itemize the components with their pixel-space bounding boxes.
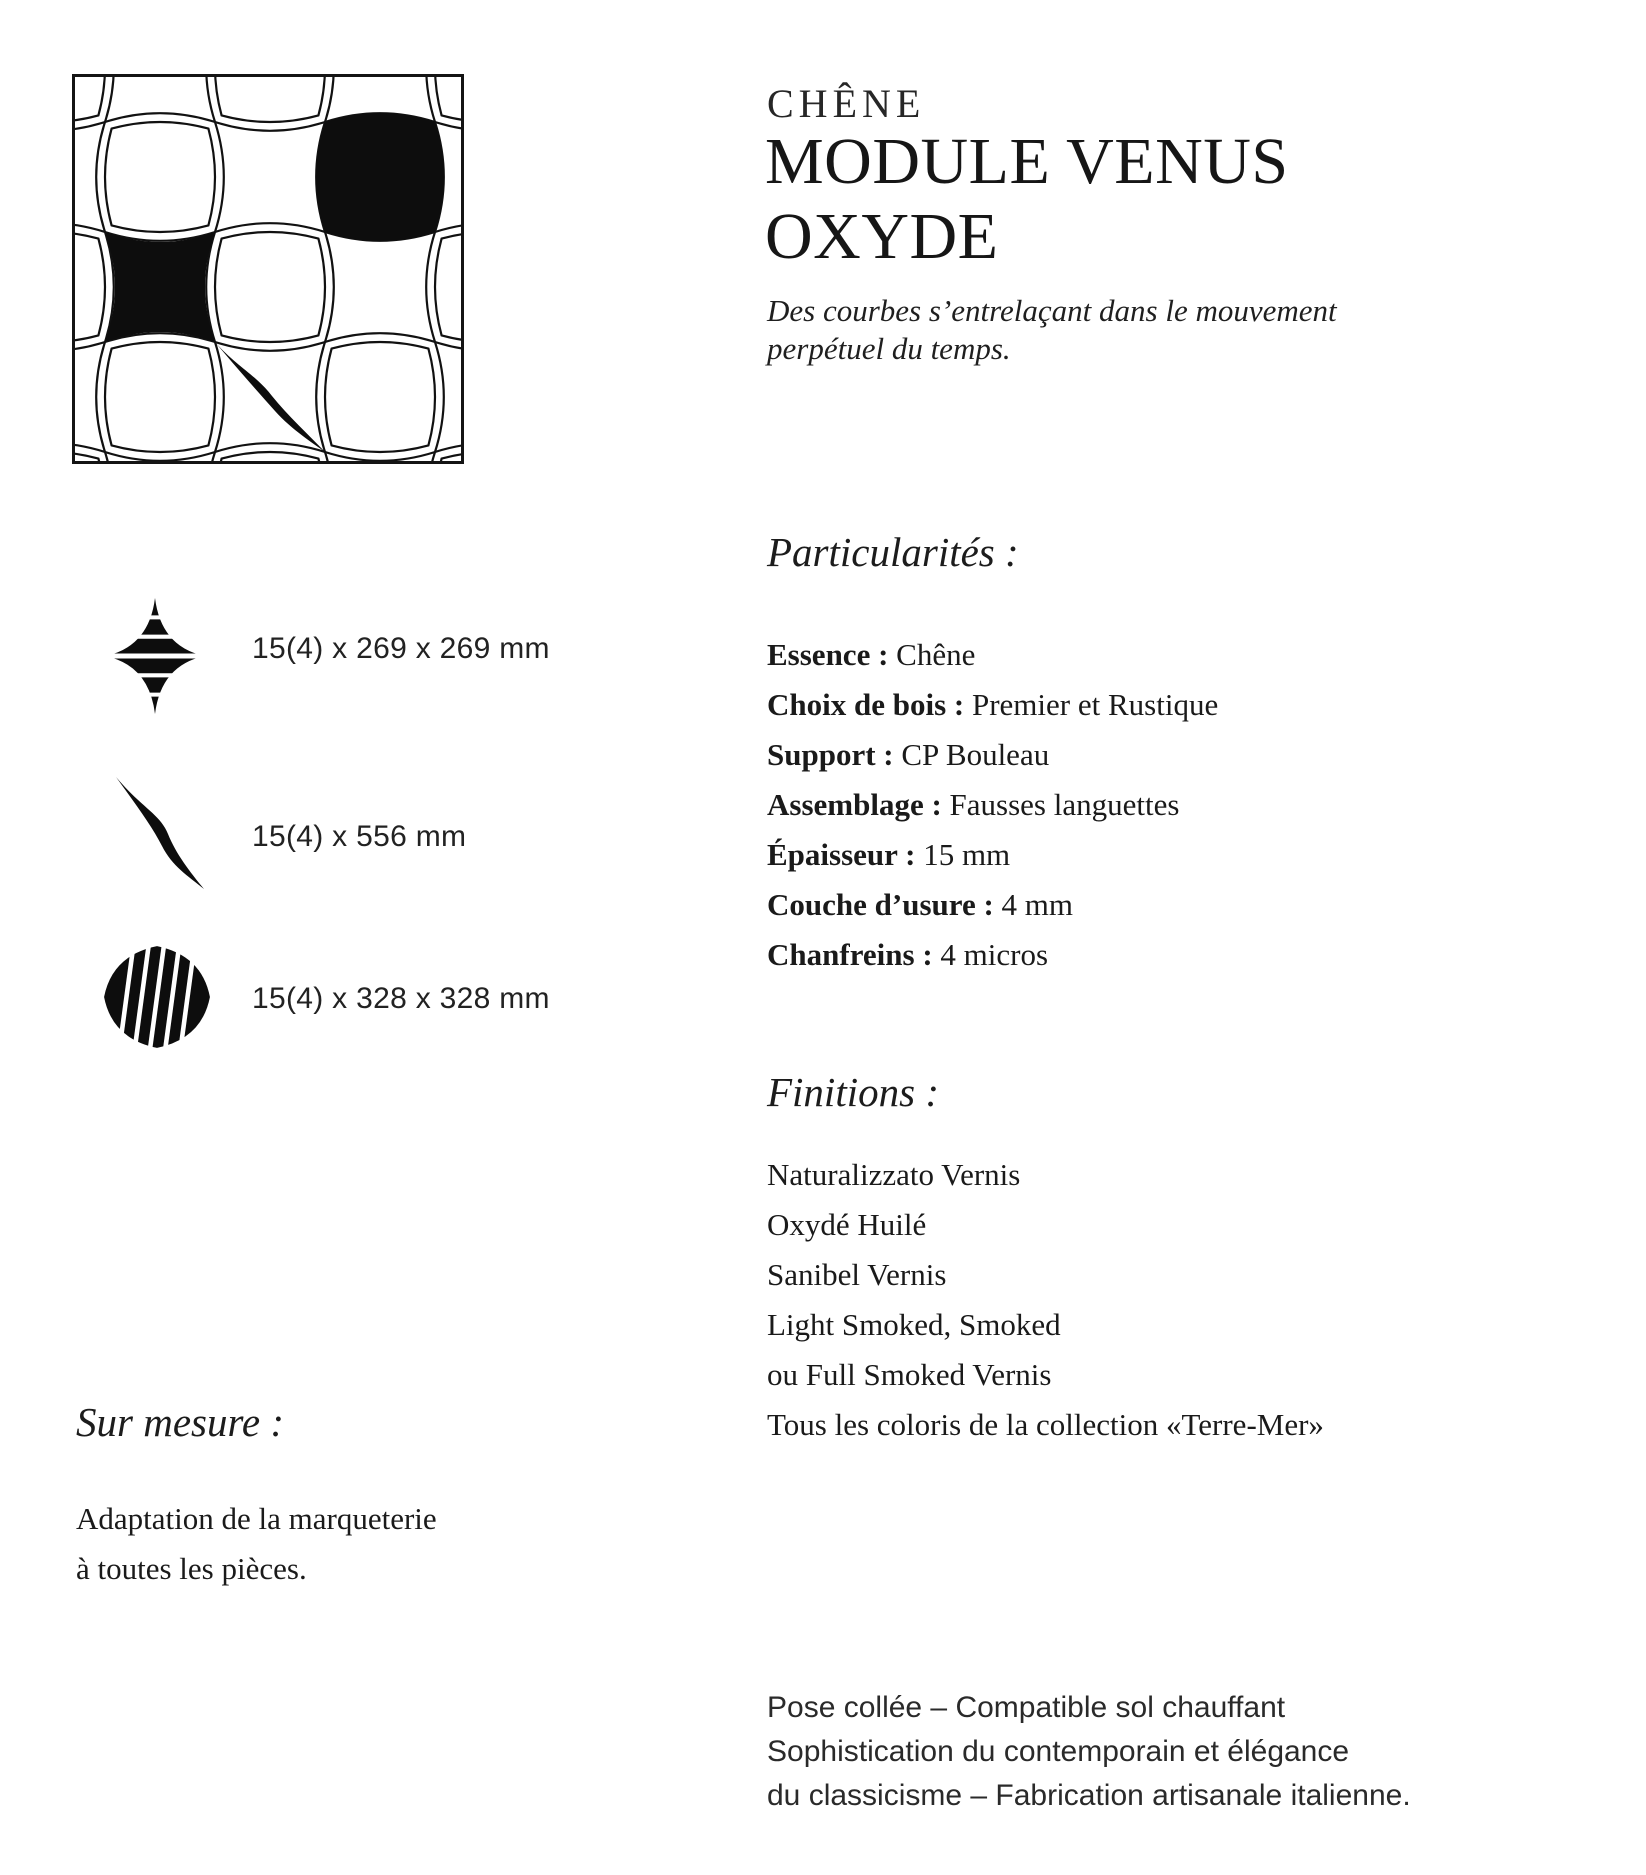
finition-item: Oxydé Huilé: [767, 1207, 927, 1242]
curved-blade-icon: [106, 774, 210, 892]
spec-row-assemblage: [767, 780, 1218, 830]
spec-label: Chanfreins :: [767, 937, 933, 972]
footer-line: du classicisme – Fabrication artisanale italienne.: [767, 1779, 1411, 1812]
finitions-list: [767, 1150, 1324, 1450]
spec-value: Premier et Rustique: [971, 687, 1219, 722]
product-tagline: [767, 292, 1337, 368]
spec-label: Support :: [767, 737, 894, 772]
page-title: [765, 124, 1289, 274]
format-dimension-star: 15(4) x 269 x 269 mm: [252, 632, 550, 665]
spec-label: Assemblage :: [767, 787, 942, 822]
spec-value: 4 micros: [940, 937, 1049, 972]
spec-row-epaisseur: [767, 830, 1218, 880]
marquetry-lattice-pattern-icon: [75, 77, 461, 461]
spec-label: Épaisseur :: [767, 837, 916, 872]
sur-mesure-line2: à toutes les pièces.: [76, 1551, 307, 1586]
spec-label: Choix de bois :: [767, 687, 965, 722]
spec-value: Fausses languettes: [949, 787, 1180, 822]
product-tagline-line2: perpétuel du temps.: [767, 331, 1011, 366]
finitions-heading: Finitions :: [767, 1069, 939, 1115]
spec-row-essence: [767, 630, 1218, 680]
spec-value: CP Bouleau: [901, 737, 1050, 772]
spec-value: 15 mm: [923, 837, 1011, 872]
particularites-heading: Particularités :: [767, 529, 1019, 575]
finition-item: ou Full Smoked Vernis: [767, 1357, 1052, 1392]
spec-value: 4 mm: [1001, 887, 1074, 922]
sur-mesure-heading: Sur mesure :: [76, 1399, 285, 1445]
page-title-line2: OXYDE: [765, 200, 999, 273]
format-dimension-lens: 15(4) x 328 x 328 mm: [252, 982, 550, 1015]
footer-note: [767, 1686, 1411, 1818]
spec-value: Chêne: [896, 637, 976, 672]
product-kicker: CHÊNE: [767, 81, 926, 126]
finition-item: Naturalizzato Vernis: [767, 1157, 1021, 1192]
footer-line: Sophistication du contemporain et élégance: [767, 1735, 1350, 1768]
footer-line: Pose collée – Compatible sol chauffant: [767, 1691, 1286, 1724]
sur-mesure-body: [76, 1494, 437, 1594]
sur-mesure-line1: Adaptation de la marqueterie: [76, 1501, 437, 1536]
spec-row-chanfreins: [767, 930, 1218, 980]
spec-row-support: [767, 730, 1218, 780]
finition-item: Sanibel Vernis: [767, 1257, 947, 1292]
spec-row-choix: [767, 680, 1218, 730]
striped-lens-tile-icon: [100, 940, 214, 1054]
finition-item: Light Smoked, Smoked: [767, 1307, 1061, 1342]
format-dimension-blade: 15(4) x 556 mm: [252, 820, 467, 853]
finition-item: Tous les coloris de la collection «Terre-Mer»: [767, 1407, 1324, 1442]
spec-row-couche: [767, 880, 1218, 930]
striped-star-tile-icon: [102, 596, 208, 716]
marquetry-pattern-frame: [72, 74, 464, 464]
spec-label: Essence :: [767, 637, 889, 672]
product-tagline-line1: Des courbes s’entrelaçant dans le mouvement: [767, 293, 1337, 328]
spec-list: [767, 630, 1218, 980]
spec-label: Couche d’usure :: [767, 887, 994, 922]
page-title-line1: MODULE VENUS: [765, 125, 1289, 198]
